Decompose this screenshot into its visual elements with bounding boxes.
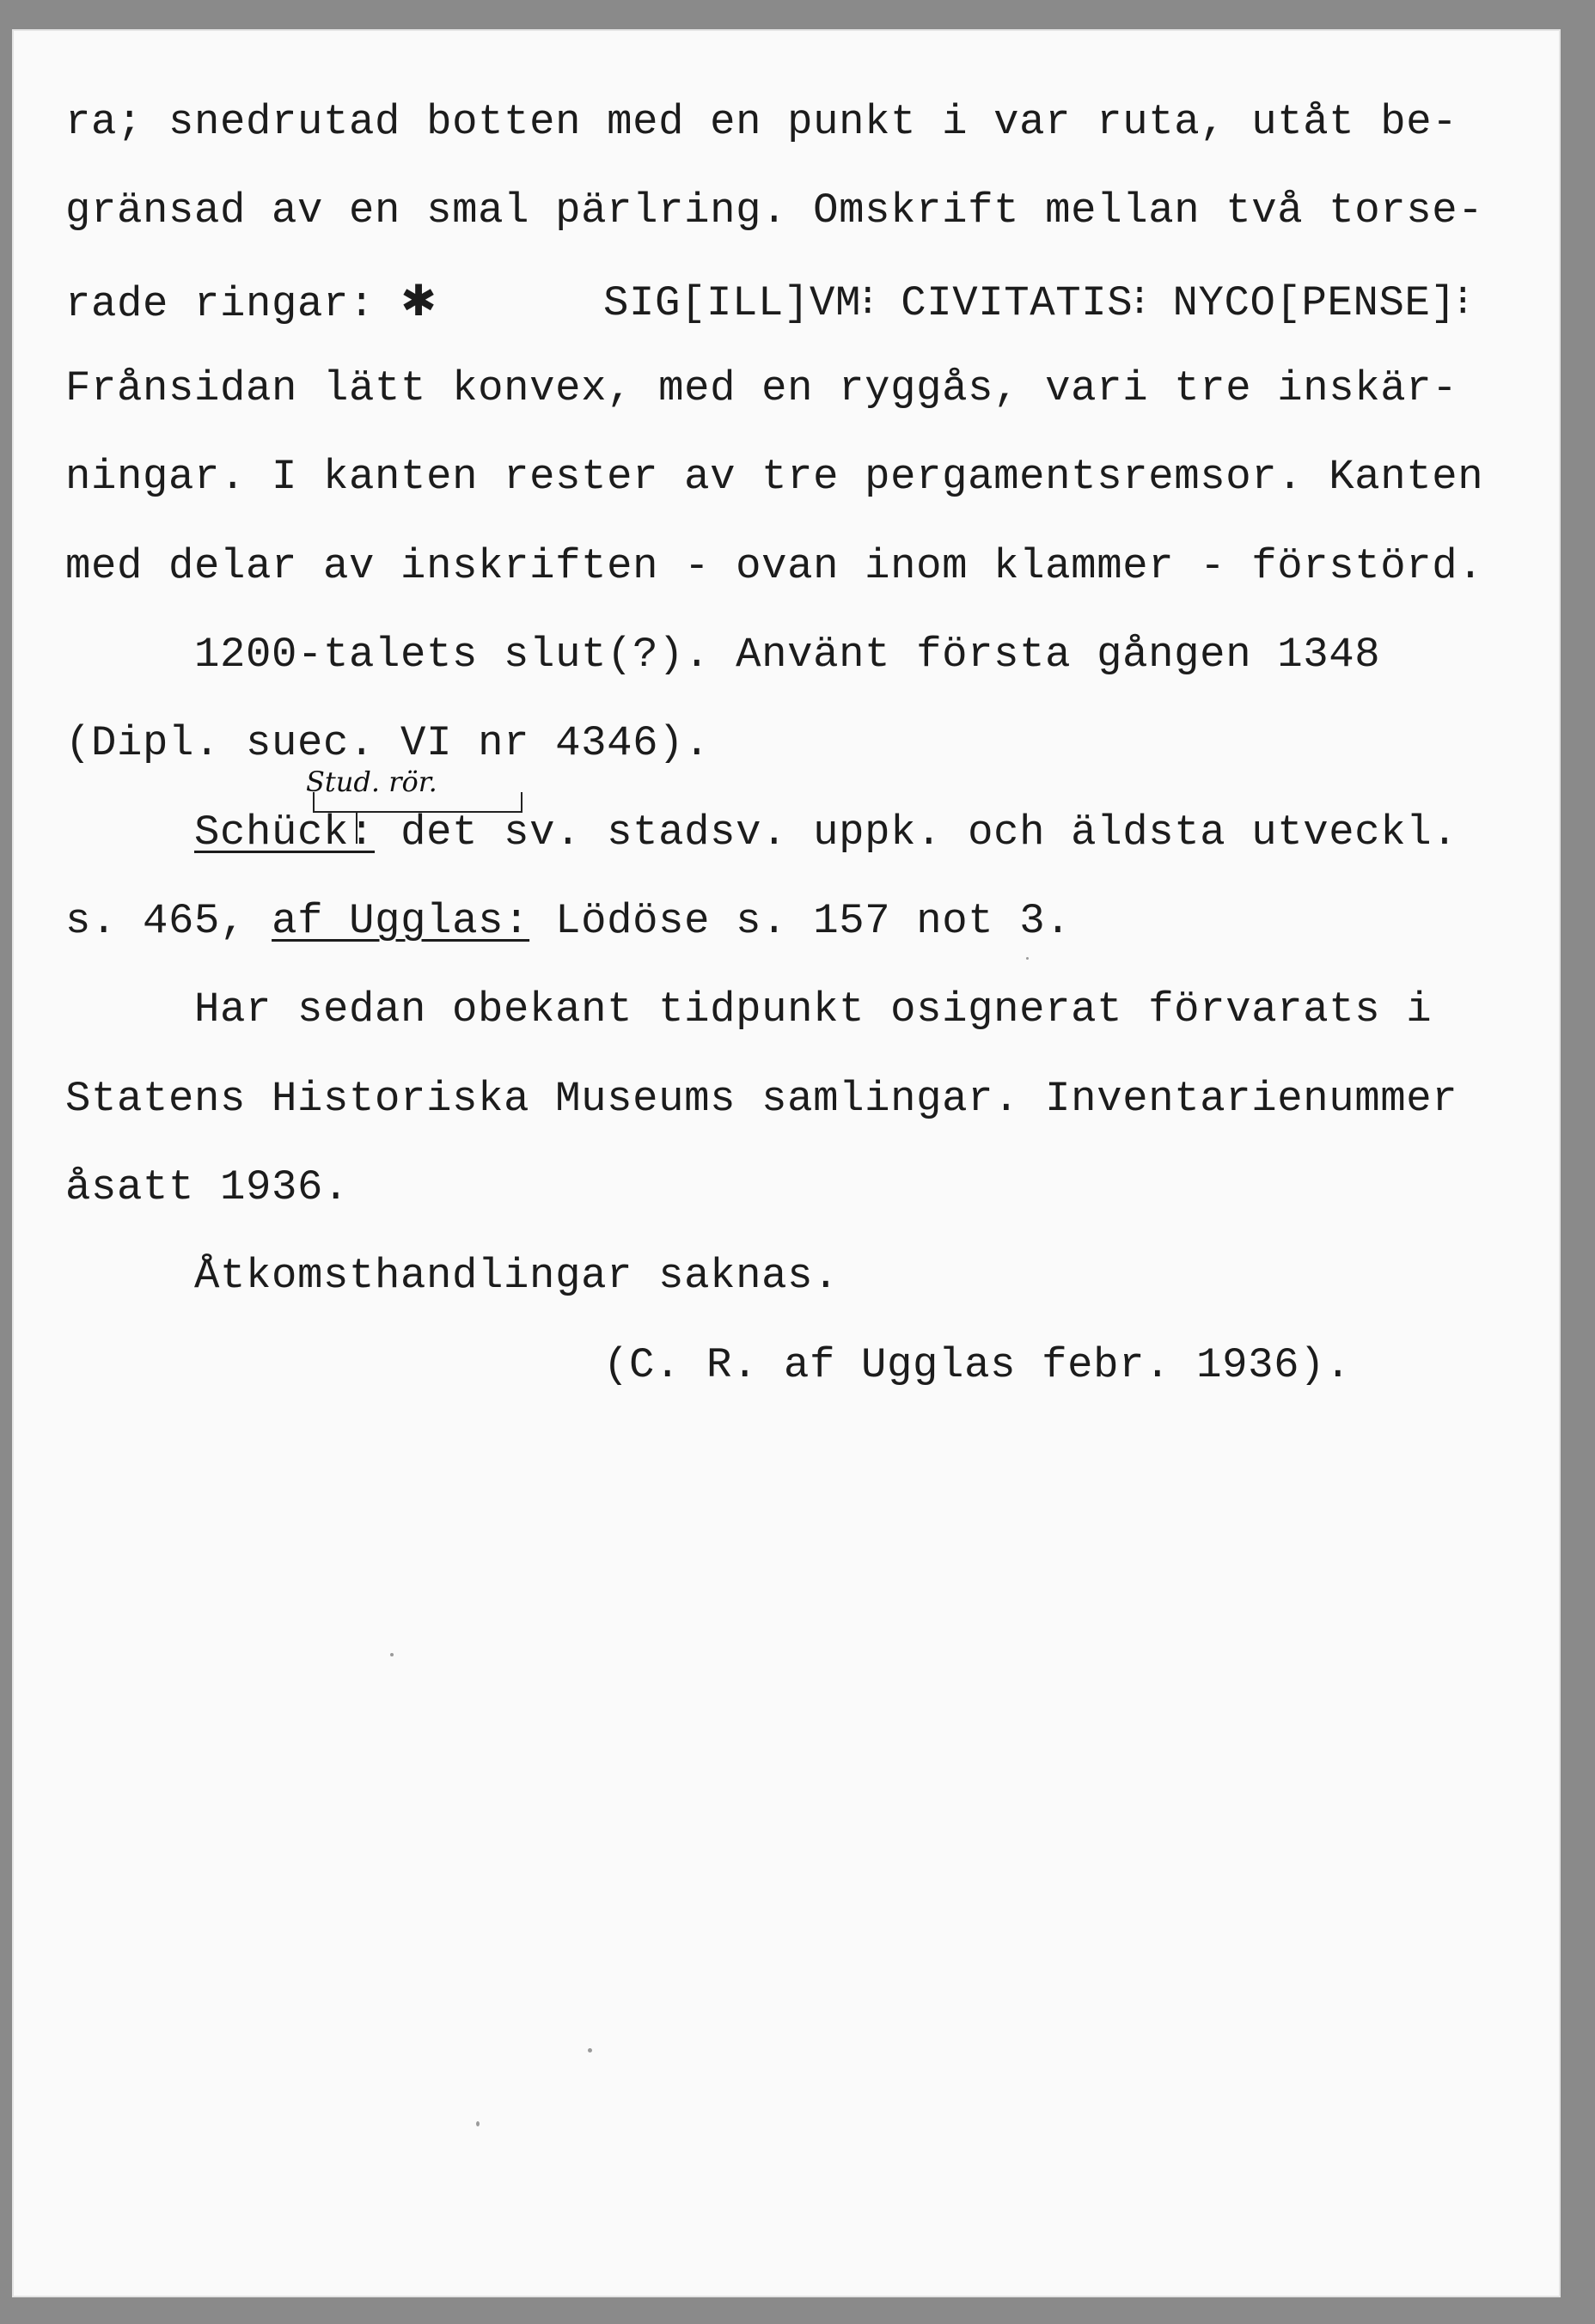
acquisition-note: Åtkomsthandlingar saknas. bbox=[194, 1252, 840, 1300]
handwritten-insertion: Stud. rör. bbox=[306, 766, 437, 798]
paper-speck bbox=[588, 2048, 592, 2053]
provenance-line-1: Har sedan obekant tidpunkt osignerat förvarats i bbox=[194, 985, 1433, 1034]
text-line-3 bbox=[65, 276, 437, 328]
page-ref: s. 465, bbox=[65, 897, 247, 945]
literature-line-1 bbox=[194, 808, 1458, 857]
author-schuck: Schück: bbox=[194, 808, 376, 857]
dating-source-line: (Dipl. suec. VI nr 4346). bbox=[65, 719, 711, 767]
dating-line: 1200-talets slut(?). Använt första gången 1348 bbox=[194, 631, 1381, 679]
text-line-3-start: rade ringar: bbox=[65, 280, 376, 328]
paper-speck bbox=[1026, 957, 1029, 960]
text-line-1: ra; snedrutad botten med en punkt i var ruta, utåt be- bbox=[65, 98, 1458, 146]
text-line-5: ningar. I kanten rester av tre pergamentsremsor. Kanten bbox=[65, 453, 1484, 501]
lodose-ref: Lödöse s. 157 not 3. bbox=[555, 897, 1072, 945]
text-line-2: gränsad av en smal pärlring. Omskrift mellan två torse- bbox=[65, 186, 1484, 235]
catalog-card bbox=[12, 29, 1561, 2297]
signature-line: (C. R. af Ugglas febr. 1936). bbox=[603, 1341, 1352, 1389]
author-af-ugglas: af Ugglas: bbox=[272, 897, 530, 945]
seal-inscription: SIG[ILL]VM⁝ CIVITATIS⁝ NYCO[PENSE]⁝ bbox=[603, 279, 1470, 327]
text-line-4: Frånsidan lätt konvex, med en ryggås, vari tre inskär- bbox=[65, 364, 1458, 412]
paper-speck bbox=[476, 2121, 480, 2126]
provenance-line-3: åsatt 1936. bbox=[65, 1163, 350, 1211]
literature-title: det sv. stadsv. uppk. och äldsta utveckl. bbox=[400, 808, 1458, 857]
text-line-6: med delar av inskriften - ovan inom klammer - förstörd. bbox=[65, 542, 1484, 590]
star-icon: ✱ bbox=[400, 276, 437, 326]
provenance-line-2: Statens Historiska Museums samlingar. Inventarienummer bbox=[65, 1075, 1458, 1123]
paper-speck bbox=[390, 1653, 394, 1656]
literature-line-2 bbox=[65, 897, 1071, 945]
